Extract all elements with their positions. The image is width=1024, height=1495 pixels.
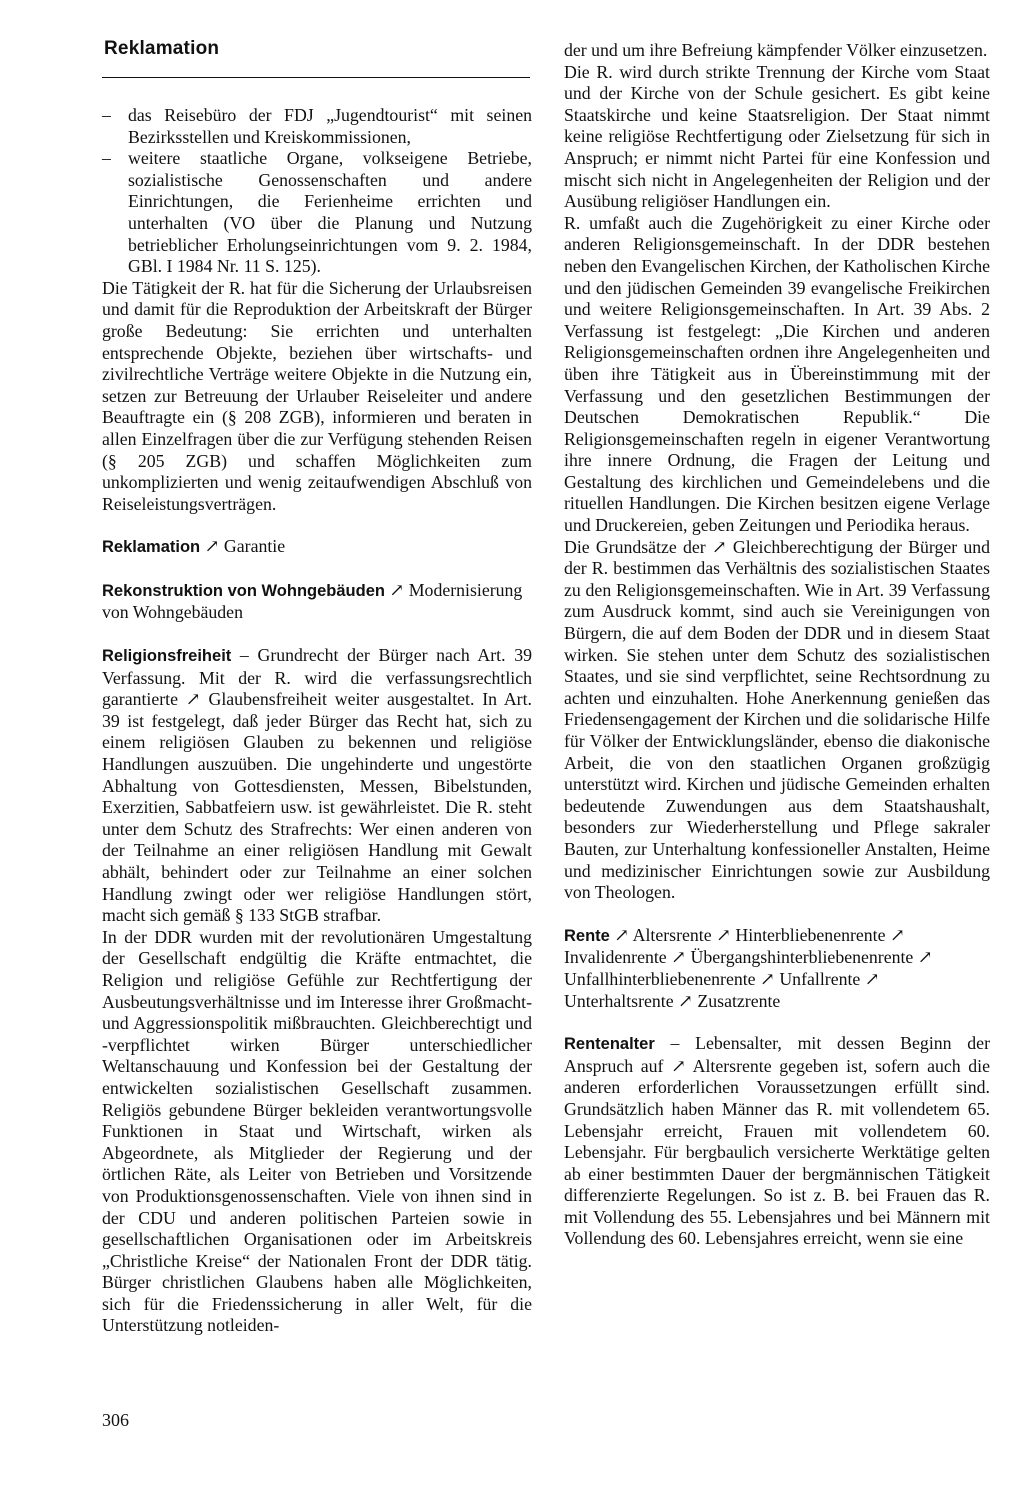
paragraph-grundsaetze: Die Grundsätze der ↗ Gleichberechtigung der Bürger und der R. bestimmen das Verhältnis des sozialistischen Staates zu den Religionsgemeinschaften. Wie in Art. 39 Verfassung zum Ausdruck kommt, sind auch sie Vereinigungen von Bürgern, die auf dem Boden der DDR und in diesem Staat wirken. Sie stehen unter dem Schutz des sozialistischen Staates, und sie sind verpflichtet, seine Rechtsordnung zu achten und einzuhalten. Hohe Anerkennung genießen das Friedensengagement der Kirchen und die solidarische Hilfe für Völker der Entwicklungsländer, ebenso die diakonische Arbeit, die von den staatlichen Organen großzügig unterstützt wird. Kirchen und jüdische Gemeinden erhalten bedeutende Zuwendungen aus dem Staatshaushalt, besonders zur Wiederherstellung und Pflege sakraler Bauten, zur Unterhaltung konfessioneller Anstalten, Heime und medizinischer Einrichtungen sowie zur Ausbildung von Theologen. — [564, 536, 990, 903]
list-item — [102, 105, 532, 148]
entry-religionsfreiheit — [102, 645, 532, 927]
headword: Rentenalter — [564, 1035, 655, 1054]
left-column — [102, 105, 532, 1337]
paragraph-continuation: der und um ihre Befreiung kämpfender Völker einzusetzen. — [564, 40, 988, 60]
header-rule — [102, 77, 530, 78]
list-dash: – — [102, 105, 111, 125]
entry-text: ↗ Modernisierung von Wohngebäuden — [102, 579, 523, 623]
paragraph-zugehoerigkeit: R. umfaßt auch die Zugehörigkeit zu einer Kirche oder anderen Religionsgemeinschaft. In der DDR bestehen neben den Evangelischen Kirchen, der Katholischen Kirche und den jüdischen Gemeinden 39 evangelische Freikirchen und weitere Religionsgemeinschaften. In Art. 39 Abs. 2 Verfassung ist festgelegt: „Die Kirchen und anderen Religionsgemeinschaften ordnen ihre Angelegenheiten und üben ihre Tätigkeit aus in Übereinstimmung mit der Verfassung und den gesetzlichen Bestimmungen der Deutschen Demokratischen Republik.“ Die Religionsgemeinschaften regeln in eigener Verantwortung ihre innere Ordnung, die Fragen der Leitung und Gestaltung des kirchlichen und Gemeindelebens und die rituellen Handlungen. Die Kirchen besitzen eigene Verlage und Druckereien, geben Zeitungen und Periodika heraus. — [564, 212, 990, 536]
entry-rentenalter — [564, 1033, 990, 1250]
entry-text: ↗ Garantie — [200, 536, 286, 557]
entry-text: ↗ Altersrente ↗ Hinterbliebenenrente ↗ Invalidenrente ↗ Übergangshinterbliebenenrente ↗ Unfallhinterbliebenenrente ↗ Unfallrente ↗ Unterhaltsrente ↗ Zusatzrente — [564, 924, 933, 1011]
paragraph-trennung: Die R. wird durch strikte Trennung der Kirche vom Staat und der Kirche von der Schule gesichert. Es gibt keine Staatskirche und keine Staatsreligion. Der Staat nimmt keine religiöse Rechtfertigung oder Zielsetzung für sich in Anspruch; er nimmt nicht Partei für eine Konfession und mischt sich nicht in Angelegenheiten der Religion und der Ausübung religiöser Handlungen ein. — [564, 61, 990, 212]
list-item-text: weitere staatliche Organe, volkseigene Betriebe, sozialistische Genossenschaften und andere Einrichtungen, die Ferienheime errichten und unterhalten (VO über die Planung und Nutzung betrieblicher Erholungseinrichtungen vom 9. 2. 1984, GBl. I 1984 Nr. 11 S. 125). — [128, 148, 532, 277]
running-head: Reklamation — [104, 38, 220, 59]
list-item — [102, 148, 532, 278]
paragraph-ddr: In der DDR wurden mit der revolutionären Umgestaltung der Gesellschaft endgültig die Kräfte entmachtet, die Religion und religiöse Gefühle zur Rechtfertigung der Ausbeutungsverhältnisse und im Interesse ihrer Großmacht- und Aggressionspolitik mißbrauchten. Gleichberechtigt und -verpflichtet wirken Bürger unterschiedlicher Weltanschauung und Konfession bei der Gestaltung der entwickelten sozialistischen Gesellschaft zusammen. Religiös gebundene Bürger bekleiden verantwortungsvolle Funktionen in Staat und Wirtschaft, wirken als Abgeordnete, als Mitglieder der Regierung und der örtlichen Räte, als Leiter von Betrieben und Vorsitzende von Produktionsgenossenschaften. Viele von ihnen sind in der CDU und anderen politischen Parteien sowie in gesellschaftlichen Organisationen oder im Arbeitskreis „Christliche Kreise“ der Nationalen Front der DDR tätig. Bürger christlichen Glaubens haben alle Möglichkeiten, sich für die Friedenssicherung in aller Welt, für die Unterstützung notleiden- — [102, 926, 532, 1336]
headword: Reklamation — [102, 538, 201, 557]
entry-text: – Lebensalter, mit dessen Beginn der Anspruch auf ↗ Altersrente gegeben ist, sofern auch die anderen erforderlichen Voraussetzungen erfüllt sind. Grundsätzlich haben Männer das R. mit vollendetem 65. Lebensjahr erreicht, Frauen mit vollendetem 60. Lebensjahr. Für bergbaulich versicherte Werktätige gelten ab einer bestimmten Dauer der bergmännischen Tätigkeit differenzierte Regelungen. So ist z. B. bei Frauen das R. mit Vollendung des 55. Lebensjahres und bei Männern mit Vollendung des 60. Lebensjahres erreicht, wenn sie eine — [564, 1033, 990, 1249]
list-dash: – — [102, 148, 111, 169]
entry-rekonstruktion — [102, 580, 532, 624]
entry-text: – Grundrecht der Bürger nach Art. 39 Verfassung. Mit der R. wird die verfassungsrechtlich garantierte ↗ Glaubensfreiheit weiter ausgestaltet. In Art. 39 ist festgelegt, daß jeder Bürger das Recht hat, sich zu einem religiösen Glauben zu bekennen und religiöse Handlungen auszuüben. Die ungehinderte und ungestörte Abhaltung von Gottesdiensten, Messen, Bibelstunden, Exerzitien, Sabbatfeiern usw. ist gewährleistet. Die R. steht unter dem Schutz des Strafrechts: Wer einen anderen von der Teilnahme an einer religiösen Handlung mit Gewalt abhält, behindert oder zur Teilnahme an einer solchen Handlung zwingt oder wer religiöse Handlungen stört, macht sich gemäß § 133 StGB strafbar. — [102, 645, 532, 926]
entry-rente — [564, 925, 990, 1012]
headword: Rekonstruktion von Wohngebäuden — [102, 581, 385, 600]
headword: Rente — [564, 926, 610, 945]
page-number: 306 — [102, 1410, 129, 1430]
list-item-text: das Reisebüro der FDJ „Jugendtourist“ mit seinen Bezirksstellen und Kreiskommissionen, — [128, 105, 532, 147]
headword: Religionsfreiheit — [102, 647, 232, 666]
right-column — [564, 40, 990, 1250]
entry-reklamation — [102, 536, 532, 559]
paragraph-reisebuero: Die Tätigkeit der R. hat für die Sicherung der Urlaubsreisen und damit für die Reproduktion der Arbeitskraft der Bürger große Bedeutung: Sie errichten und unterhalten entsprechende Objekte, beziehen über wirtschafts- und zivilrechtliche Verträge weitere Objekte in die Nutzung ein, setzen zur Betreuung der Urlauber Reiseleiter und andere Beauftragte ein (§ 208 ZGB), informieren und beraten in allen Einzelfragen über die zur Verfügung stehenden Reisen (§ 205 ZGB) und schaffen Möglichkeiten zum unkomplizierten und wenig zeitaufwendigen Abschluß von Reiseleistungsverträgen. — [102, 277, 532, 514]
